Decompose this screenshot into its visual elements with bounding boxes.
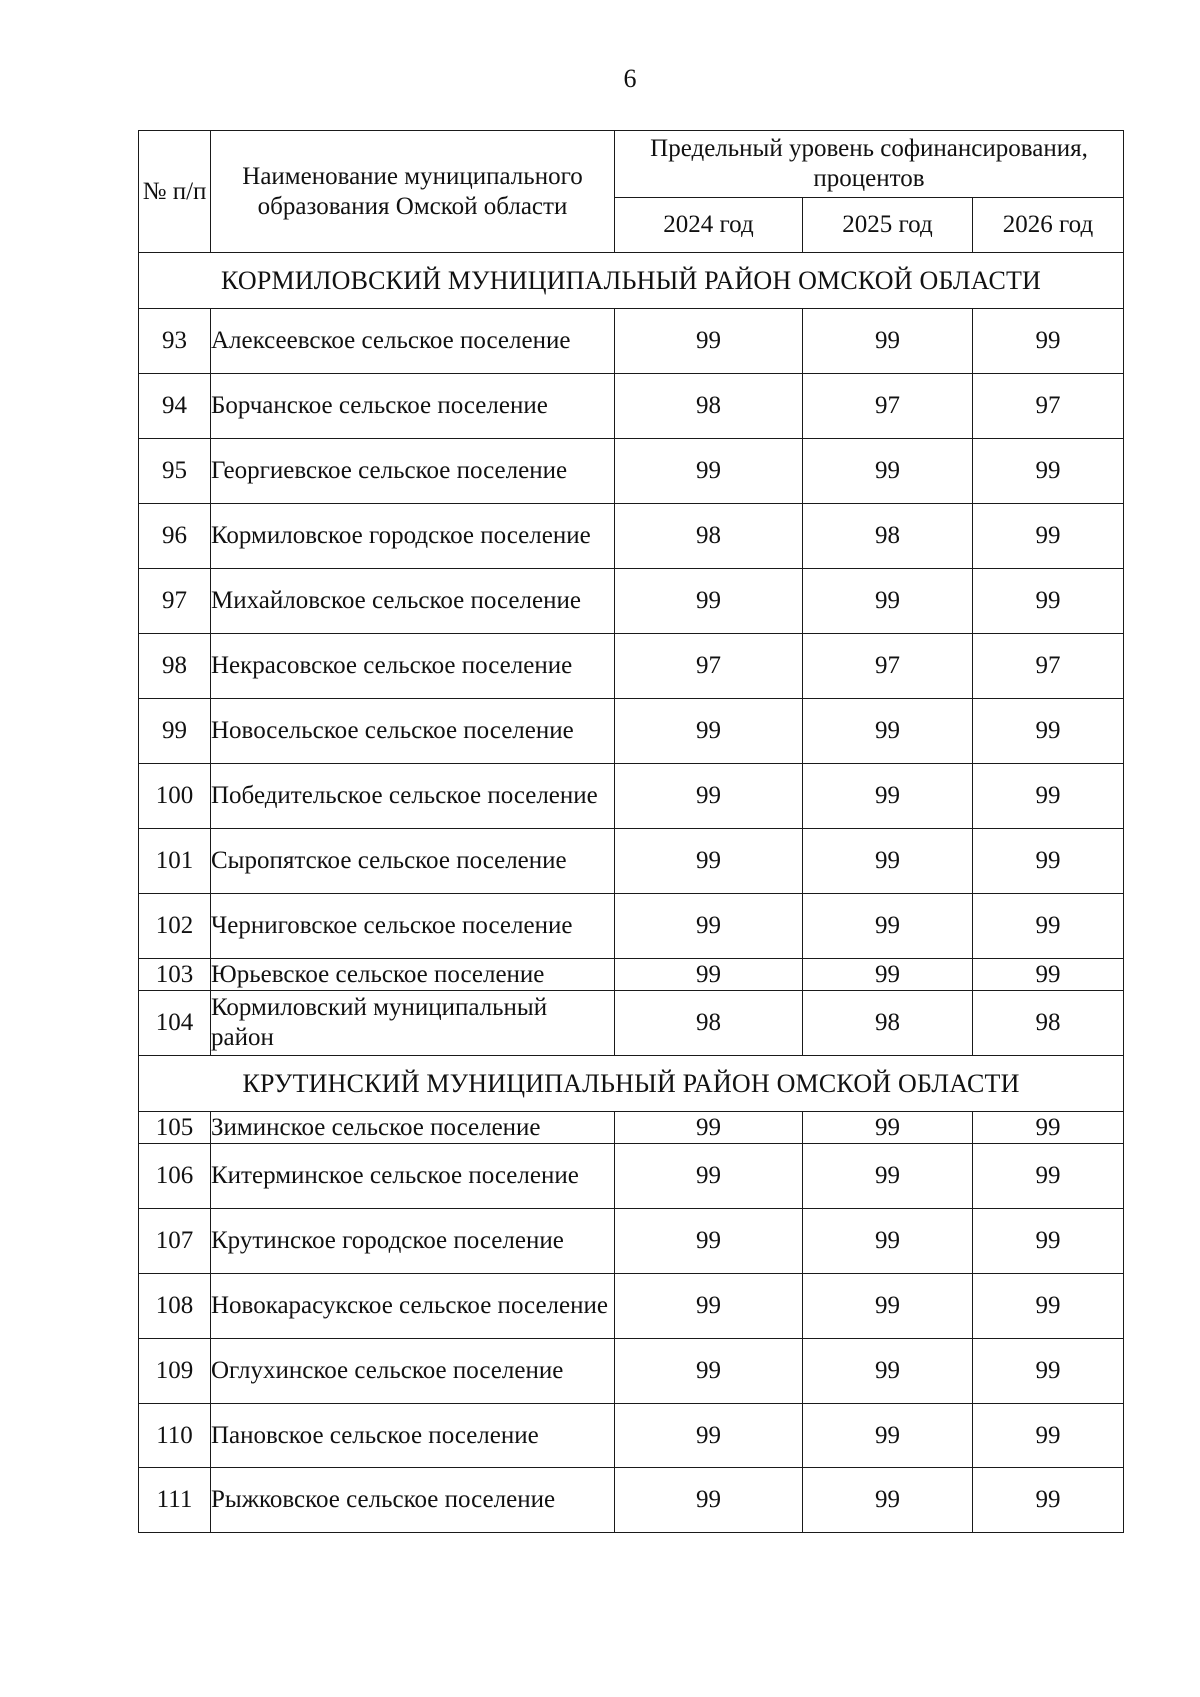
municipality-name: Георгиевское сельское поселение <box>211 439 615 504</box>
row-number: 95 <box>139 439 211 504</box>
row-number: 93 <box>139 309 211 374</box>
table-row <box>139 1112 1124 1144</box>
header-number: № п/п <box>139 131 211 253</box>
table-row <box>139 894 1124 959</box>
municipality-name: Китерминское сельское поселение <box>211 1144 615 1209</box>
value-2024: 99 <box>615 309 803 374</box>
table-row <box>139 1339 1124 1404</box>
municipality-name: Некрасовское сельское поселение <box>211 634 615 699</box>
value-2024: 99 <box>615 1144 803 1209</box>
municipality-name: Новокарасукское сельское поселение <box>211 1274 615 1339</box>
row-number: 102 <box>139 894 211 959</box>
table-row <box>139 504 1124 569</box>
table-body <box>139 253 1124 1533</box>
value-2024: 97 <box>615 634 803 699</box>
row-number: 99 <box>139 699 211 764</box>
row-number: 104 <box>139 991 211 1056</box>
municipality-name: Победительское сельское поселение <box>211 764 615 829</box>
value-2024: 99 <box>615 894 803 959</box>
value-2026: 99 <box>973 1209 1124 1274</box>
value-2024: 99 <box>615 1468 803 1533</box>
value-2025: 98 <box>803 504 973 569</box>
row-number: 97 <box>139 569 211 634</box>
table-row <box>139 959 1124 991</box>
value-2024: 99 <box>615 1209 803 1274</box>
municipality-name: Алексеевское сельское поселение <box>211 309 615 374</box>
row-number: 105 <box>139 1112 211 1144</box>
row-number: 108 <box>139 1274 211 1339</box>
value-2025: 97 <box>803 374 973 439</box>
municipality-name: Михайловское сельское поселение <box>211 569 615 634</box>
value-2025: 99 <box>803 959 973 991</box>
value-2025: 99 <box>803 1144 973 1209</box>
table-row <box>139 1209 1124 1274</box>
table-row <box>139 991 1124 1056</box>
table-row <box>139 1468 1124 1533</box>
value-2026: 99 <box>973 959 1124 991</box>
value-2024: 99 <box>615 829 803 894</box>
value-2024: 98 <box>615 991 803 1056</box>
value-2024: 99 <box>615 959 803 991</box>
value-2024: 99 <box>615 699 803 764</box>
row-number: 100 <box>139 764 211 829</box>
value-2026: 99 <box>973 1468 1124 1533</box>
table-row <box>139 1144 1124 1209</box>
value-2026: 99 <box>973 1339 1124 1404</box>
table-row <box>139 439 1124 504</box>
row-number: 110 <box>139 1404 211 1468</box>
table-row <box>139 1274 1124 1339</box>
value-2025: 99 <box>803 309 973 374</box>
value-2025: 99 <box>803 1468 973 1533</box>
row-number: 109 <box>139 1339 211 1404</box>
municipality-name: Оглухинское сельское поселение <box>211 1339 615 1404</box>
header-cofinancing-level: Предельный уровень софинансирования, процентов <box>615 131 1124 198</box>
municipality-name: Рыжковское сельское поселение <box>211 1468 615 1533</box>
value-2024: 99 <box>615 439 803 504</box>
value-2025: 99 <box>803 1404 973 1468</box>
section-title: КРУТИНСКИЙ МУНИЦИПАЛЬНЫЙ РАЙОН ОМСКОЙ ОБЛАСТИ <box>139 1056 1124 1112</box>
value-2025: 97 <box>803 634 973 699</box>
value-2024: 98 <box>615 374 803 439</box>
municipality-name: Кормиловский муниципальный район <box>211 991 615 1056</box>
table-row <box>139 634 1124 699</box>
value-2025: 99 <box>803 829 973 894</box>
municipality-name: Юрьевское сельское поселение <box>211 959 615 991</box>
header-name: Наименование муниципального образования Омской области <box>211 131 615 253</box>
municipality-name: Кормиловское городское поселение <box>211 504 615 569</box>
section-row <box>139 253 1124 309</box>
value-2026: 99 <box>973 764 1124 829</box>
value-2024: 99 <box>615 764 803 829</box>
section-row <box>139 1056 1124 1112</box>
value-2025: 99 <box>803 699 973 764</box>
municipality-name: Крутинское городское поселение <box>211 1209 615 1274</box>
cofinancing-table <box>138 130 1124 1533</box>
table-row <box>139 569 1124 634</box>
value-2025: 99 <box>803 764 973 829</box>
value-2026: 99 <box>973 504 1124 569</box>
table-row <box>139 764 1124 829</box>
value-2025: 99 <box>803 1112 973 1144</box>
value-2026: 98 <box>973 991 1124 1056</box>
table-row <box>139 829 1124 894</box>
value-2025: 99 <box>803 894 973 959</box>
header-year-2025: 2025 год <box>803 198 973 253</box>
row-number: 98 <box>139 634 211 699</box>
municipality-name: Зиминское сельское поселение <box>211 1112 615 1144</box>
municipality-name: Пановское сельское поселение <box>211 1404 615 1468</box>
page-number: 6 <box>623 64 637 93</box>
value-2026: 99 <box>973 1112 1124 1144</box>
value-2024: 99 <box>615 1274 803 1339</box>
value-2024: 99 <box>615 1339 803 1404</box>
value-2026: 97 <box>973 374 1124 439</box>
value-2026: 99 <box>973 1144 1124 1209</box>
row-number: 107 <box>139 1209 211 1274</box>
value-2026: 99 <box>973 309 1124 374</box>
value-2026: 99 <box>973 1404 1124 1468</box>
value-2026: 99 <box>973 894 1124 959</box>
row-number: 94 <box>139 374 211 439</box>
value-2025: 99 <box>803 1339 973 1404</box>
header-year-2026: 2026 год <box>973 198 1124 253</box>
municipality-name: Черниговское сельское поселение <box>211 894 615 959</box>
header-year-2024: 2024 год <box>615 198 803 253</box>
value-2025: 99 <box>803 569 973 634</box>
section-title: КОРМИЛОВСКИЙ МУНИЦИПАЛЬНЫЙ РАЙОН ОМСКОЙ ОБЛАСТИ <box>139 253 1124 309</box>
municipality-name: Сыропятское сельское поселение <box>211 829 615 894</box>
row-number: 103 <box>139 959 211 991</box>
value-2026: 99 <box>973 569 1124 634</box>
value-2025: 99 <box>803 439 973 504</box>
value-2024: 99 <box>615 569 803 634</box>
value-2025: 99 <box>803 1274 973 1339</box>
table-row <box>139 309 1124 374</box>
municipality-name: Борчанское сельское поселение <box>211 374 615 439</box>
table-row <box>139 374 1124 439</box>
row-number: 96 <box>139 504 211 569</box>
value-2025: 98 <box>803 991 973 1056</box>
value-2024: 99 <box>615 1112 803 1144</box>
value-2024: 99 <box>615 1404 803 1468</box>
value-2026: 99 <box>973 829 1124 894</box>
row-number: 101 <box>139 829 211 894</box>
value-2026: 99 <box>973 1274 1124 1339</box>
value-2024: 98 <box>615 504 803 569</box>
table-row <box>139 699 1124 764</box>
row-number: 106 <box>139 1144 211 1209</box>
value-2026: 99 <box>973 699 1124 764</box>
value-2026: 97 <box>973 634 1124 699</box>
municipality-name: Новосельское сельское поселение <box>211 699 615 764</box>
value-2025: 99 <box>803 1209 973 1274</box>
value-2026: 99 <box>973 439 1124 504</box>
row-number: 111 <box>139 1468 211 1533</box>
table-row <box>139 1404 1124 1468</box>
